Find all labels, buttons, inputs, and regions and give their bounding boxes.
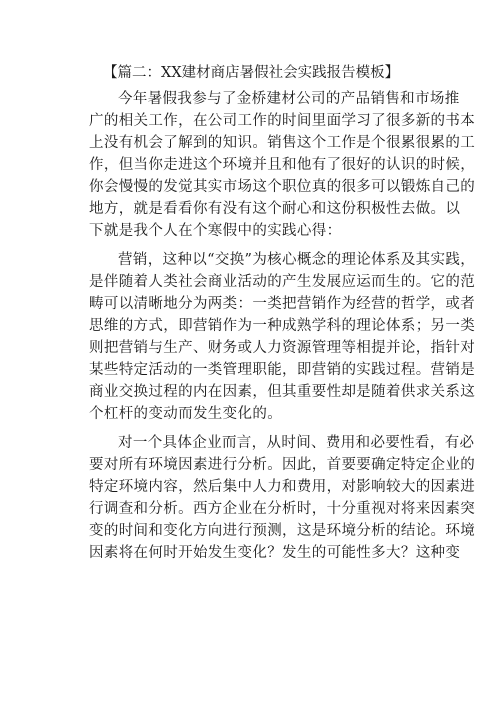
- text-line: 要对所有环境因素进行分析。因此，首要要确定特定企业的: [89, 457, 476, 473]
- text-line: 行调查和分析。西方企业在分析时，十分重视对将来因素突: [89, 501, 476, 517]
- text-line: 变的时间和变化方向进行预测，这是环境分析的结论。环境: [89, 523, 476, 539]
- text-line: 某些特定活动的一类管理职能，即营销的实践过程。营销是: [89, 362, 476, 378]
- text-line: 思维的方式，即营销作为一种成熟学科的理论体系；另一类: [89, 318, 476, 334]
- text-line: 商业交换过程的内在因素，但其重要性却是随着供求关系这: [89, 384, 476, 400]
- text-line: 广的相关工作，在公司工作的时间里面学习了很多新的书本: [89, 113, 476, 129]
- paragraph-3: [89, 432, 476, 564]
- text-line: 你会慢慢的发觉其实市场这个职位真的很多可以锻炼自己的: [89, 179, 476, 195]
- text-line: 则把营销与生产、财务或人力资源管理等相提并论，指针对: [89, 340, 476, 356]
- text-line: 特定环境内容，然后集中人力和费用，对影响较大的因素进: [89, 479, 476, 495]
- text-line: 地方，就是看看你有没有这个耐心和这份积极性去做。以: [89, 201, 461, 217]
- paragraph-2: [89, 249, 476, 425]
- text-line: 是伴随着人类社会商业活动的产生发展应运而生的。它的范: [89, 274, 476, 290]
- paragraph-1: [89, 88, 476, 242]
- text-line: 下就是我个人在个寒假中的实践心得：: [89, 223, 342, 239]
- text-line: 对一个具体企业而言，从时间、费用和必要性看，有必: [118, 435, 475, 451]
- text-line: 营销，这种以“交换”为核心概念的理论体系及其实践，: [118, 252, 476, 268]
- document-body: [89, 62, 476, 564]
- text-line: 畴可以清晰地分为两类：一类把营销作为经营的哲学，或者: [89, 296, 476, 312]
- text-line: 个杠杆的变动而发生变化的。: [89, 406, 283, 422]
- text-line: 上没有机会了解到的知识。销售这个工作是个很累很累的工: [89, 135, 476, 151]
- text-line: 因素将在何时开始发生变化？发生的可能性多大？这种变: [89, 545, 461, 561]
- text-line: 今年暑假我参与了金桥建材公司的产品销售和市场推: [118, 91, 460, 107]
- document-title: 【篇二：XX建材商店暑假社会实践报告模板】: [103, 65, 400, 81]
- text-line: 作，但当你走进这个环境并且和他有了很好的认识的时候，: [89, 157, 476, 173]
